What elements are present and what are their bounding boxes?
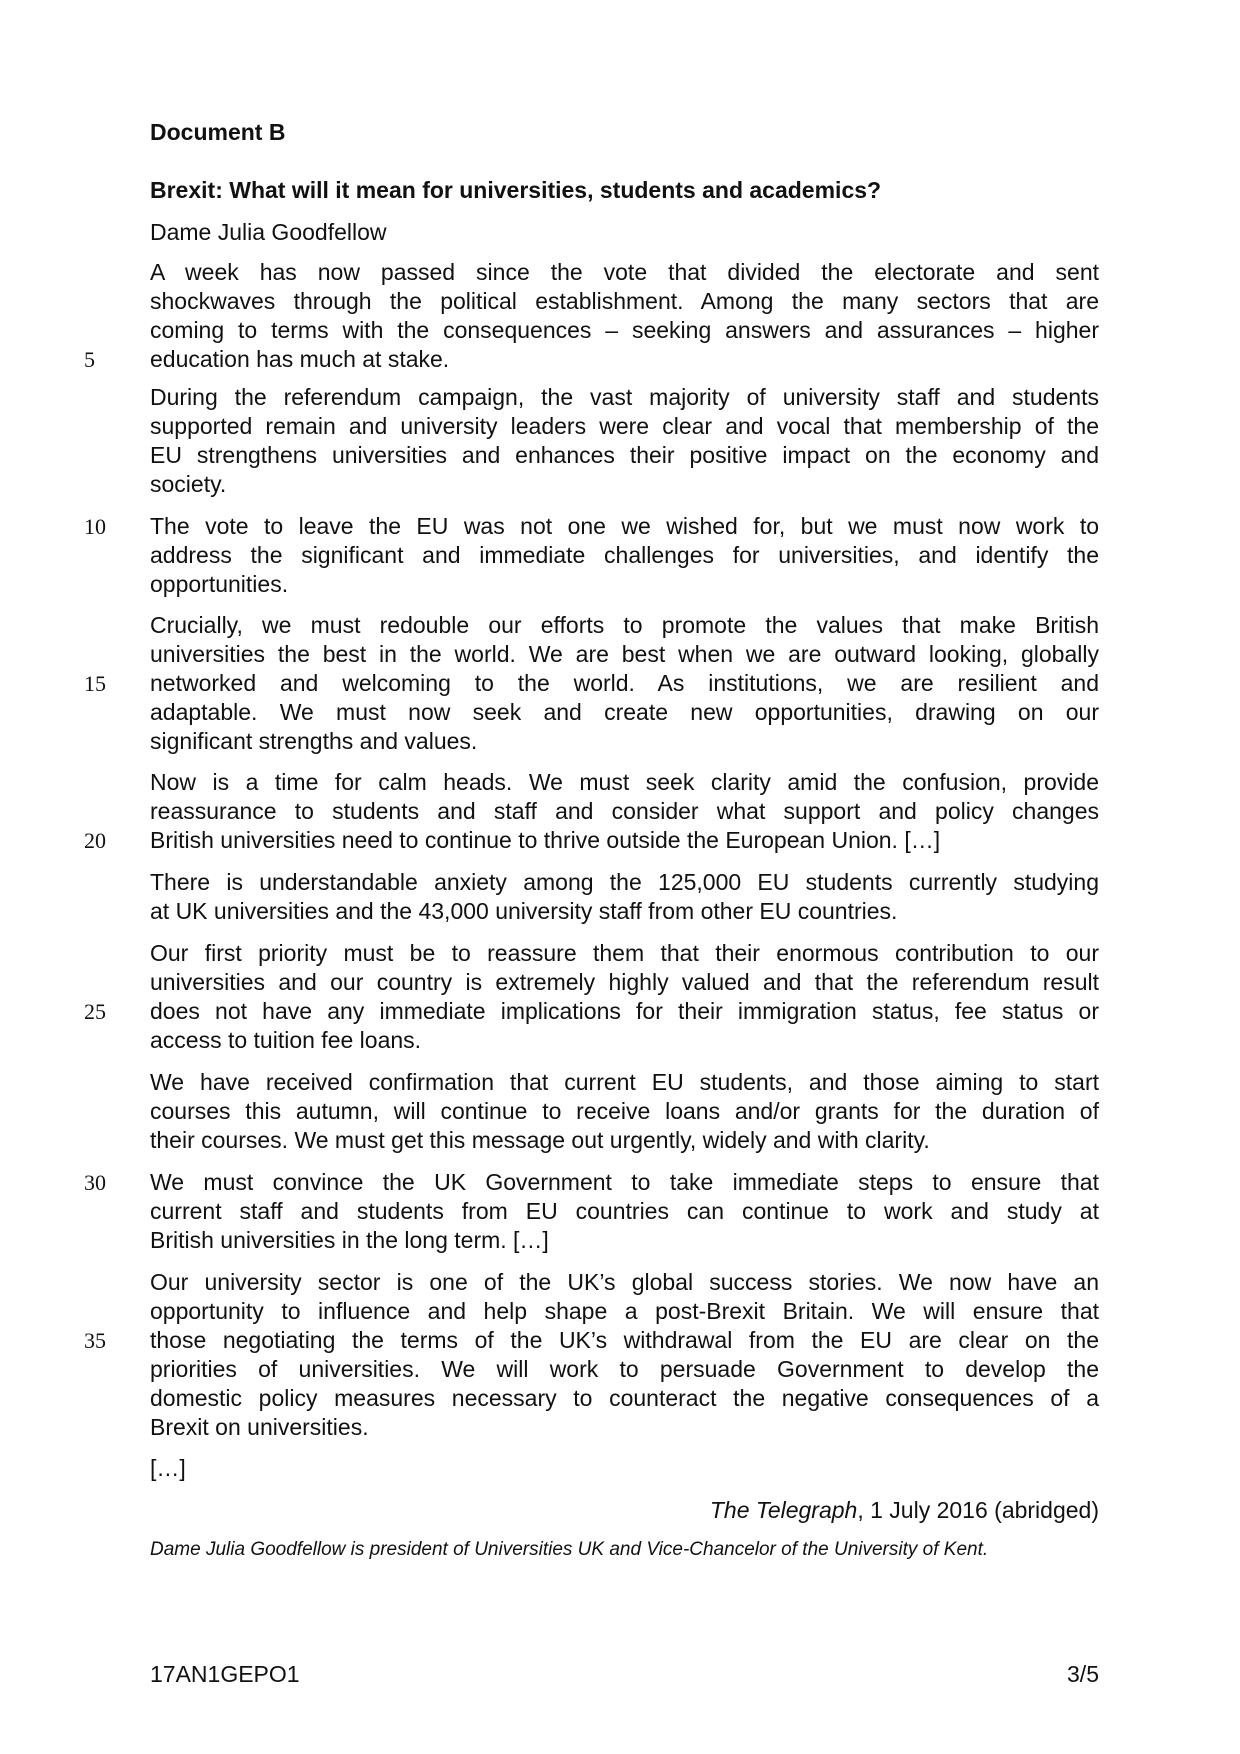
text-line: address the significant and immediate challenges for universities, and identify the: [150, 542, 1099, 568]
line-number: 30: [84, 1170, 106, 1195]
text-line: current staff and students from EU countries can continue to work and study at: [150, 1198, 1099, 1224]
text-line: Now is a time for calm heads. We must seek clarity amid the confusion, provide: [150, 769, 1099, 795]
text-line: access to tuition fee loans.: [150, 1027, 422, 1053]
document-label: Document B: [150, 119, 286, 145]
line-number: 20: [84, 828, 106, 853]
text-line: The vote to leave the EU was not one we wished for, but we must now work to: [150, 513, 1099, 539]
text-line: A week has now passed since the vote that divided the electorate and sent: [150, 259, 1099, 285]
text-line: Crucially, we must redouble our efforts to promote the values that make British: [150, 612, 1099, 638]
ellipsis-paragraph: [150, 1454, 1099, 1483]
paragraph-10: [150, 1268, 1099, 1442]
text-line: universities the best in the world. We are best when we are outward looking, globally: [150, 641, 1099, 667]
line-number: 10: [84, 514, 106, 539]
paragraph-8: [150, 1068, 1099, 1155]
line-number: 35: [84, 1328, 106, 1353]
paragraph-9: [150, 1168, 1099, 1255]
text-line: adaptable. We must now seek and create new opportunities, drawing on our: [150, 699, 1099, 725]
source-publication: The Telegraph: [709, 1497, 858, 1523]
author-note: Dame Julia Goodfellow is president of Universities UK and Vice-Chancelor of the University of Kent.: [150, 1539, 989, 1560]
text-line: supported remain and university leaders were clear and vocal that membership of the: [150, 413, 1099, 439]
text-line: We have received confirmation that current EU students, and those aiming to start: [150, 1069, 1099, 1095]
text-line: domestic policy measures necessary to counteract the negative consequences of a: [150, 1385, 1099, 1411]
text-line: does not have any immediate implications for their immigration status, fee status or: [150, 998, 1099, 1024]
text-line: those negotiating the terms of the UK’s withdrawal from the EU are clear on the: [150, 1327, 1099, 1353]
text-line: significant strengths and values.: [150, 728, 478, 754]
text-line: their courses. We must get this message out urgently, widely and with clarity.: [150, 1127, 930, 1153]
line-number: 5: [84, 347, 95, 372]
text-line: EU strengthens universities and enhances their positive impact on the economy and: [150, 442, 1099, 468]
source-date: , 1 July 2016 (abridged): [857, 1497, 1099, 1523]
text-line: reassurance to students and staff and consider what support and policy changes: [150, 798, 1099, 824]
text-line: During the referendum campaign, the vast majority of university staff and students: [150, 384, 1099, 410]
text-line: British universities need to continue to thrive outside the European Union. […]: [150, 827, 941, 853]
page-number: 3/5: [1067, 1661, 1099, 1687]
paragraph-3: [150, 512, 1099, 599]
text-line: Our first priority must be to reassure them that their enormous contribution to our: [150, 940, 1099, 966]
footer-code: 17AN1GEPO1: [150, 1661, 300, 1687]
line-number: 15: [84, 671, 106, 696]
text-line: Our university sector is one of the UK’s global success stories. We now have an: [150, 1269, 1099, 1295]
text-line: networked and welcoming to the world. As institutions, we are resilient and: [150, 670, 1099, 696]
text-line: education has much at stake.: [150, 346, 450, 372]
text-line: British universities in the long term. […]: [150, 1227, 549, 1253]
text-line: universities and our country is extremely highly valued and that the referendum result: [150, 969, 1099, 995]
paragraph-6: [150, 868, 1099, 926]
paragraph-7: [150, 939, 1099, 1055]
text-line: We must convince the UK Government to take immediate steps to ensure that: [150, 1169, 1099, 1195]
paragraph-5: [150, 768, 1099, 855]
text-line: at UK universities and the 43,000 university staff from other EU countries.: [150, 898, 898, 924]
article-author: Dame Julia Goodfellow: [150, 219, 387, 245]
text-line: […]: [150, 1455, 186, 1481]
text-line: shockwaves through the political establishment. Among the many sectors that are: [150, 288, 1099, 314]
text-line: society.: [150, 471, 227, 497]
article-title: Brexit: What will it mean for universities, students and academics?: [150, 177, 882, 203]
source-citation: [710, 1497, 1099, 1524]
line-number: 25: [84, 999, 106, 1024]
paragraph-4: [150, 611, 1099, 756]
text-line: courses this autumn, will continue to receive loans and/or grants for the duration of: [150, 1098, 1099, 1124]
text-line: coming to terms with the consequences – seeking answers and assurances – higher: [150, 317, 1099, 343]
text-line: priorities of universities. We will work to persuade Government to develop the: [150, 1356, 1099, 1382]
text-line: There is understandable anxiety among the 125,000 EU students currently studying: [150, 869, 1099, 895]
text-line: opportunities.: [150, 571, 289, 597]
text-line: Brexit on universities.: [150, 1414, 369, 1440]
text-line: opportunity to influence and help shape a post-Brexit Britain. We will ensure that: [150, 1298, 1099, 1324]
paragraph-2: [150, 383, 1099, 499]
paragraph-1: [150, 258, 1099, 374]
